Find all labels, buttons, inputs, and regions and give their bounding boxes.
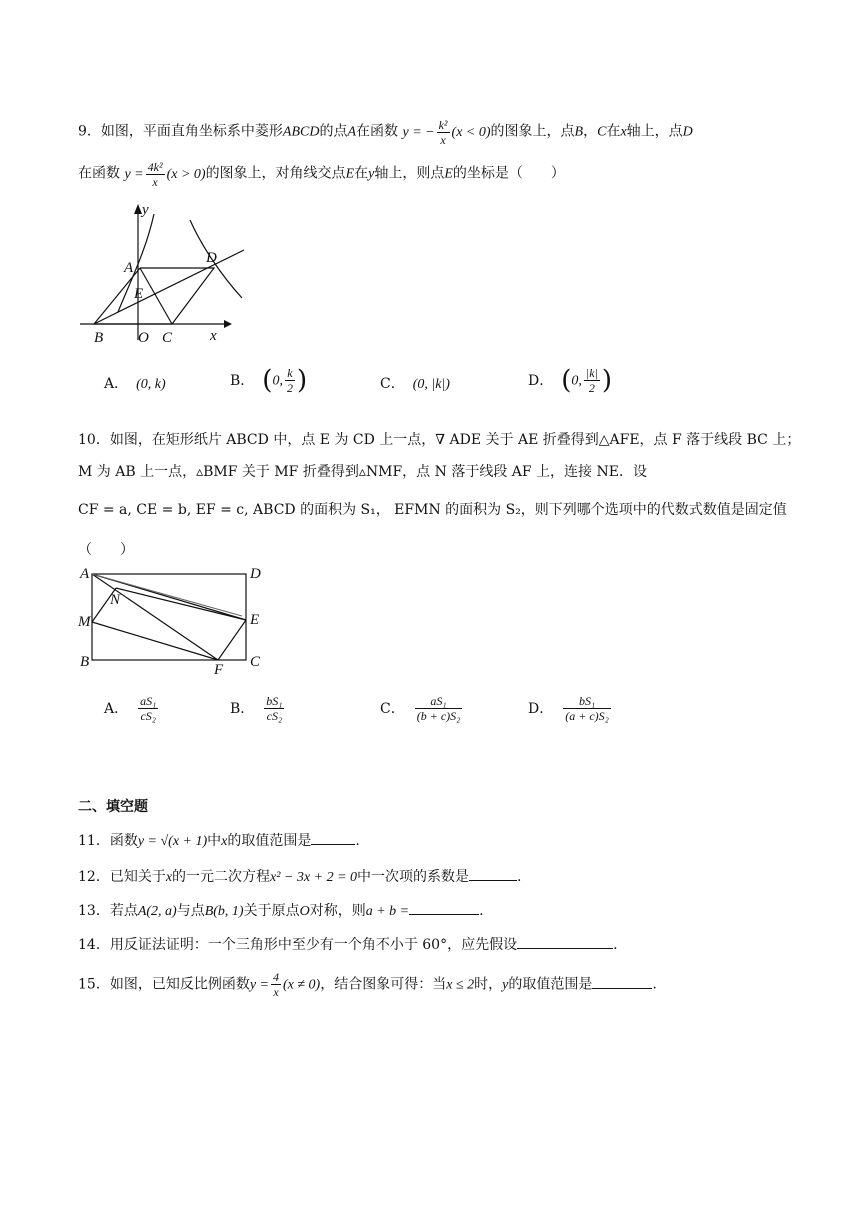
fig10-label-n: N (110, 592, 121, 608)
fig10-label-c: C (250, 654, 261, 670)
section-heading: 二、填空题 (78, 799, 148, 815)
q9-option-c[interactable]: C． (0, |k|) (380, 376, 450, 392)
q10-option-a[interactable]: A． $\frac{\text{aS₁}}{\text{cS₂}}$ (104, 694, 157, 723)
q9-option-d[interactable]: D． (0, $\frac{|k|}{2}$ ) (528, 365, 612, 396)
q9-func1: y = − $\frac{\text{k²}}{x}$ (x < 0) (402, 118, 491, 147)
q13-answer-blank[interactable] (409, 900, 479, 915)
q10-figure (76, 562, 276, 678)
fig10-label-m: M (78, 614, 91, 630)
q10-line-3: CF = a, CE = b, EF = c, ABCD 的面积为 S₁， EFMN 的面积为 S₂，则下列哪个选项中的代数式数值是固定值 (78, 502, 787, 518)
q9-line-1: 9．如图，平面直角坐标系中菱形ABCD的点A在函数 y = − $\frac{\text{k²}}{x}$ (x < 0)的图象上，点B，C在x轴上，点D (78, 118, 693, 147)
fig9-label-c: C (162, 330, 173, 346)
q10-option-d[interactable]: D． $\frac{\text{bS₁}}{\text{(a + c)S₂}}$ (528, 694, 609, 723)
fig9-label-a: A (124, 260, 134, 276)
q9-line-2: 在函数 y = $\frac{\text{4k²}}{x}$ (x > 0)的图象上，对角线交点E在y轴上，则点E的坐标是（ ） (78, 160, 565, 189)
q14-answer-blank[interactable] (517, 934, 613, 949)
fig10-label-a: A (80, 566, 90, 582)
fig9-label-x: x (210, 328, 217, 344)
q14: 14．用反证法证明：一个三角形中至少有一个角不小于 60°，应先假设 . (78, 934, 618, 955)
fig9-label-y: y (142, 202, 149, 218)
q9-func2: y = $\frac{\text{4k²}}{x}$ (x > 0) (124, 160, 206, 189)
fig9-label-o: O (138, 330, 149, 346)
q11-answer-blank[interactable] (311, 830, 355, 845)
fig10-label-f: F (214, 662, 224, 678)
fig10-label-d: D (250, 566, 261, 582)
q10-line-2: M 为 AB 上一点，▵BMF 关于 MF 折叠得到▵NMF，点 N 落于线段 AF 上，连接 NE．设 (78, 464, 647, 480)
q10-option-c[interactable]: C． $\frac{\text{aS₁}}{\text{(b + c)S₂}}$ (380, 694, 461, 723)
q12: 12．已知关于x的一元二次方程x² − 3x + 2 = 0中一次项的系数是 . (78, 866, 521, 888)
q10-line-4: （ ） (78, 542, 134, 558)
q15: 15．如图，已知反比例函数y = $\frac{4}{x}$ (x ≠ 0)，结合图象可得：当x ≤ 2时，y的取值范围是 . (78, 970, 657, 999)
fig10-label-e: E (250, 612, 260, 628)
q15-answer-blank[interactable] (592, 974, 652, 989)
q11: 11．函数y = √(x + 1)中x的取值范围是 . (78, 830, 360, 852)
q9-option-a[interactable]: A． (0, k) (104, 376, 166, 392)
q13: 13．若点A(2, a)与点B(b, 1)关于原点O对称，则a + b = . (78, 900, 484, 922)
q9-figure (76, 200, 256, 350)
fig10-label-b: B (80, 654, 90, 670)
q12-answer-blank[interactable] (469, 866, 517, 881)
fig9-label-b: B (94, 330, 104, 346)
fig9-label-d: D (206, 250, 217, 266)
q10-line-1: 10．如图，在矩形纸片 ABCD 中，点 E 为 CD 上一点，∇ ADE 关于 AE 折叠得到△AFE，点 F 落于线段 BC 上； (78, 432, 801, 448)
q10-option-b[interactable]: B． $\frac{\text{bS₁}}{\text{cS₂}}$ (230, 694, 283, 723)
fig9-label-e: E (134, 286, 144, 302)
q9-option-b[interactable]: B． (0, $\frac{k}{2}$ ) (230, 365, 308, 396)
